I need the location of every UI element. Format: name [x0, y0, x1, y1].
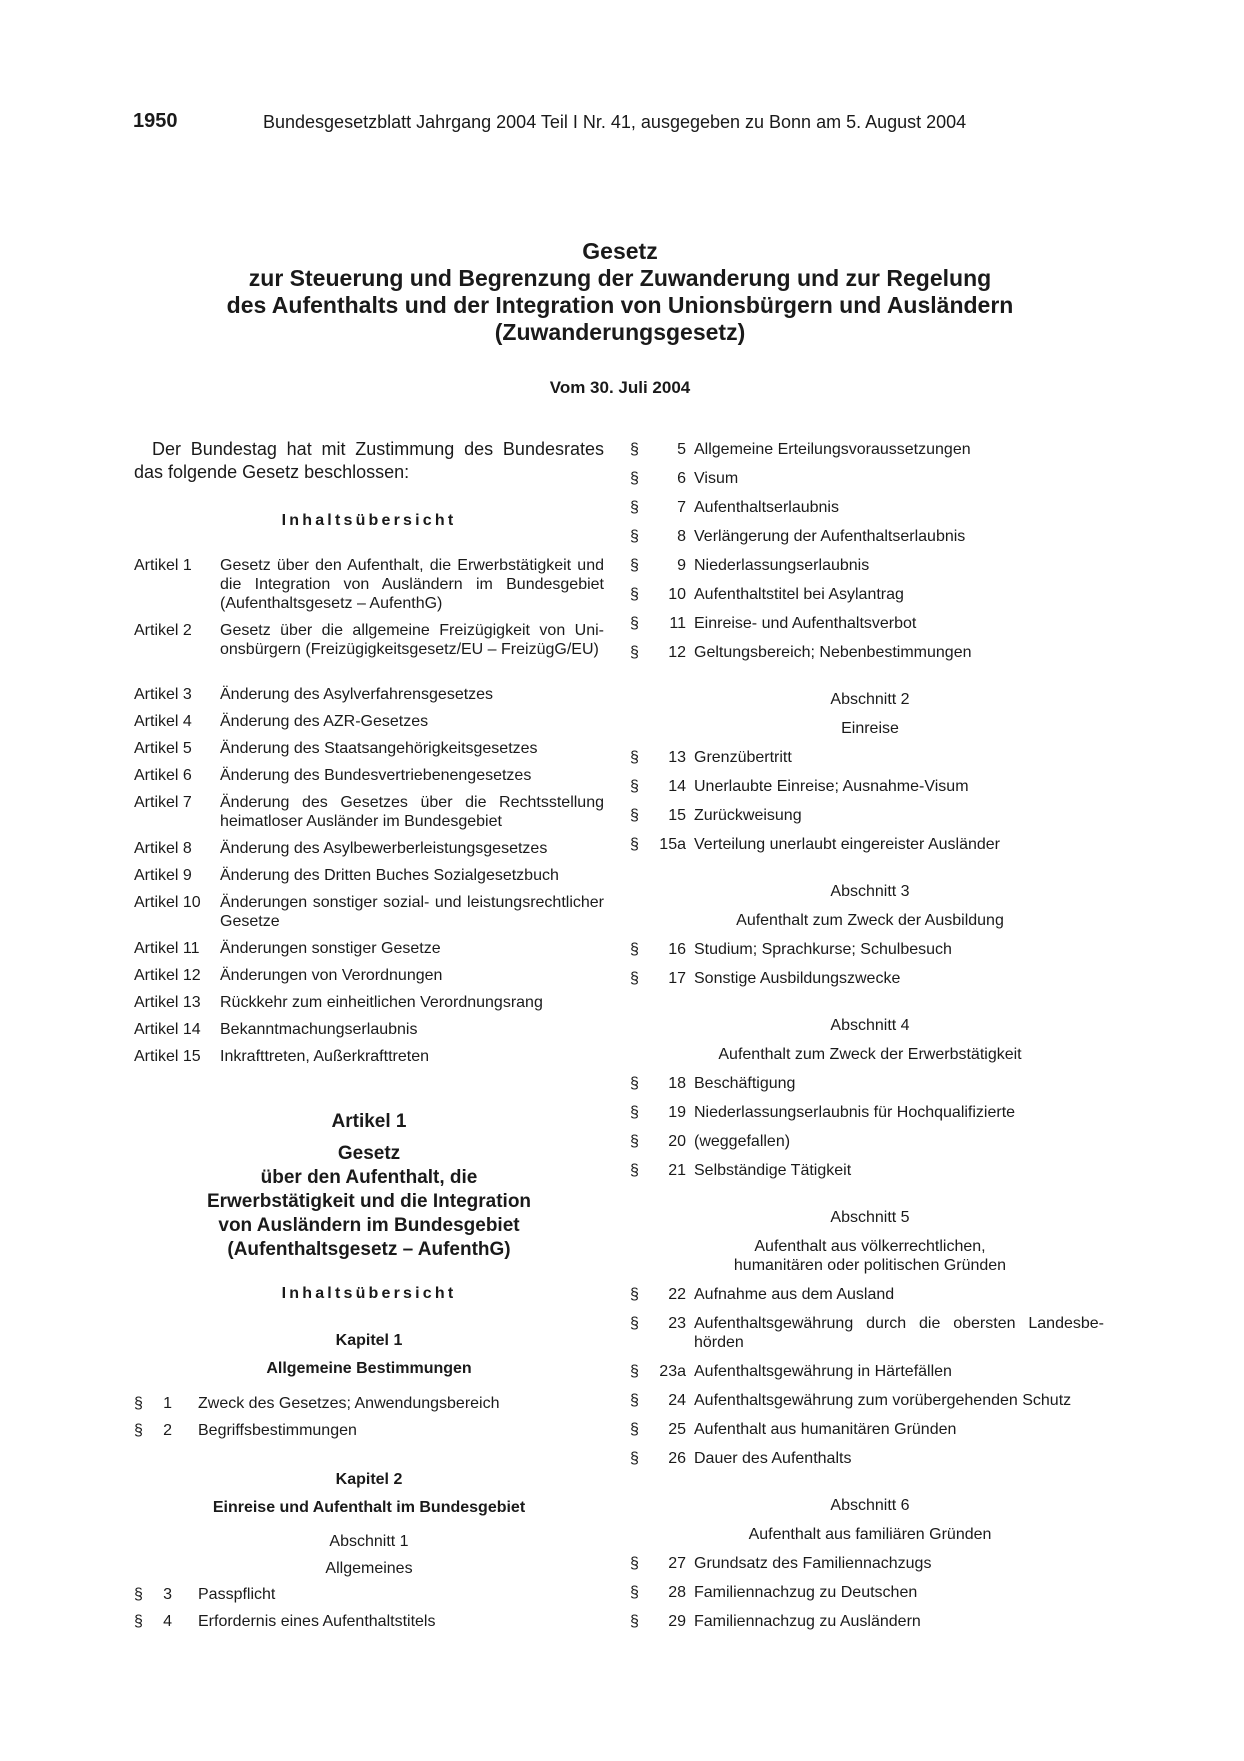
article-title: Änderungen sonstiger Gesetze [220, 940, 441, 957]
toc-section-row [134, 1612, 604, 1632]
section-symbol: § [134, 1422, 143, 1439]
section-symbol: § [630, 615, 639, 632]
abschnitt-2-label: Abschnitt 2 [830, 691, 910, 708]
toc-section-row [630, 777, 1110, 797]
article-title: Änderung des Gesetzes über die Rechtsstellung heimatloser Ausländer im Bundesgebiet [220, 794, 604, 830]
section-symbol: § [134, 1586, 143, 1603]
toc-section-row [630, 1362, 1110, 1382]
section-symbol: § [630, 1104, 639, 1121]
abschnitt-5-title-line-2: humanitären oder politischen Gründen [733, 1257, 1007, 1274]
toc-article-row [134, 939, 604, 959]
preamble: Der Bundestag hat mit Zustimmung des Bundesrates das folgende Gesetz beschlossen: [134, 439, 604, 482]
article-label: Artikel 3 [134, 686, 192, 703]
section-number: 21 [668, 1162, 686, 1179]
section-title: Zurückweisung [694, 807, 802, 824]
toc-section-row [630, 1074, 1110, 1094]
article-title: Bekanntmachungserlaubnis [220, 1021, 418, 1038]
law-title-line-3: des Aufenthalts und der Integration von Unionsbürgern und Ausländern [226, 292, 1014, 318]
toc-article-row [134, 993, 604, 1013]
section-symbol: § [630, 1555, 639, 1572]
article-label: Artikel 5 [134, 740, 192, 757]
article-title: Inkrafttreten, Außerkrafttreten [220, 1048, 429, 1065]
kapitel-1-title: Allgemeine Bestimmungen [266, 1360, 472, 1377]
toc-article-row [134, 685, 604, 705]
article-label: Artikel 13 [134, 994, 201, 1011]
section-title: Einreise- und Aufenthaltsverbot [694, 615, 917, 632]
toc-section-row [630, 1391, 1110, 1411]
article-label: Artikel 9 [134, 867, 192, 884]
section-number: 23a [659, 1363, 686, 1380]
toc-section-row [630, 556, 1110, 576]
section-title: Verlängerung der Aufenthaltserlaubnis [694, 528, 966, 545]
section-symbol: § [630, 586, 639, 603]
section-title: Grundsatz des Familiennachzugs [694, 1555, 932, 1572]
abschnitt-1-label: Abschnitt 1 [329, 1533, 409, 1550]
article-title: Änderung des Staatsangehörigkeitsgesetzes [220, 740, 538, 757]
section-title: Sonstige Ausbildungszwecke [694, 970, 901, 987]
toc-section-row [630, 1612, 1110, 1632]
toc-section-row [630, 643, 1110, 663]
article-label: Artikel 6 [134, 767, 192, 784]
section-title: Niederlassungserlaubnis für Hochqualifizierte [694, 1104, 1016, 1121]
toc-heading: Inhaltsübersicht [281, 512, 457, 529]
section-symbol: § [630, 941, 639, 958]
section-number: 15 [668, 807, 686, 824]
article-label: Artikel 8 [134, 840, 192, 857]
section-symbol: § [630, 1363, 639, 1380]
section-title: Aufenthaltsgewährung zum vorübergehenden Schutz [694, 1392, 1072, 1409]
toc-section-row [630, 614, 1110, 634]
section-symbol: § [630, 836, 639, 853]
section-symbol: § [630, 1450, 639, 1467]
section-symbol: § [134, 1613, 143, 1630]
section-number: 11 [669, 615, 686, 632]
section-title: Studium; Sprachkurse; Schulbesuch [694, 941, 952, 958]
section-title: Aufenthaltsgewährung durch die obersten Landesbehörden [694, 1315, 1104, 1351]
section-number: 20 [668, 1133, 686, 1150]
toc-section-row [630, 1314, 1110, 1354]
toc-section-row [630, 498, 1110, 518]
abschnitt-6-label: Abschnitt 6 [830, 1497, 910, 1514]
toc-section-row [630, 1285, 1110, 1305]
section-symbol: § [630, 644, 639, 661]
article1-toc-heading: Inhaltsübersicht [281, 1285, 457, 1302]
section-symbol: § [630, 1315, 639, 1332]
section-title: Aufenthaltstitel bei Asylantrag [694, 586, 904, 603]
section-title: Dauer des Aufenthalts [694, 1450, 852, 1467]
right-column [630, 0, 1110, 1761]
section-symbol: § [630, 778, 639, 795]
law-title-line-2: zur Steuerung und Begrenzung der Zuwanderung und zur Regelung [248, 265, 992, 291]
section-symbol: § [630, 749, 639, 766]
article-title: Gesetz über den Aufenthalt, die Erwerbstätigkeit und die Integration von Ausländern im Bundesgebiet (Aufenthaltsgesetz – AufenthG) [220, 557, 604, 612]
toc-article-row [134, 966, 604, 986]
article-label: Artikel 14 [134, 1021, 201, 1038]
toc-section-row [630, 1554, 1110, 1574]
article1-title-line-3: Erwerbstätigkeit und die Integration [206, 1191, 532, 1212]
section-number: 23 [668, 1315, 686, 1332]
article-title: Änderungen sonstiger sozial- und leistungsrechtlicher Gesetze [220, 894, 604, 930]
toc-section-row [630, 585, 1110, 605]
section-title: Aufenthaltsgewährung in Härtefällen [694, 1363, 952, 1380]
left-column [134, 0, 604, 1761]
toc-section-row [134, 1394, 604, 1414]
article-title: Rückkehr zum einheitlichen Verordnungsrang [220, 994, 543, 1011]
article-label: Artikel 1 [134, 557, 192, 574]
section-number: 24 [668, 1392, 686, 1409]
toc-section-row [630, 1161, 1110, 1181]
toc-section-row [630, 1583, 1110, 1603]
section-number: 19 [668, 1104, 686, 1121]
section-number: 5 [677, 441, 686, 458]
section-title: Verteilung unerlaubt eingereister Ausländer [694, 836, 1000, 853]
section-number: 16 [668, 941, 686, 958]
page-number: 1950 [133, 110, 178, 132]
section-symbol: § [630, 528, 639, 545]
article-title: Gesetz über die allgemeine Freizügigkeit von Unionsbürgern (Freizügigkeitsgesetz/EU – FreizügG/EU) [220, 622, 604, 658]
running-title: Bundesgesetzblatt Jahrgang 2004 Teil I Nr. 41, ausgegeben zu Bonn am 5. August 2004 [263, 112, 967, 132]
toc-article-row [134, 712, 604, 732]
section-title: Allgemeine Erteilungsvoraussetzungen [694, 441, 971, 458]
toc-section-row [630, 835, 1110, 855]
section-title: Grenzübertritt [694, 749, 792, 766]
abschnitt-2-title: Einreise [841, 720, 899, 737]
section-number: 7 [677, 499, 686, 516]
law-title-line-4: (Zuwanderungsgesetz) [494, 319, 746, 345]
section-number: 26 [668, 1450, 686, 1467]
section-title: (weggefallen) [694, 1133, 791, 1150]
article1-title-line-5: (Aufenthaltsgesetz – AufenthG) [227, 1239, 511, 1260]
section-title: Familiennachzug zu Ausländern [694, 1613, 921, 1630]
article-label: Artikel 11 [134, 940, 200, 957]
article-title: Änderung des Asylverfahrensgesetzes [220, 686, 494, 703]
section-number: 25 [668, 1421, 686, 1438]
toc-article-row [134, 766, 604, 786]
toc-article-row [134, 866, 604, 886]
section-number: 29 [668, 1613, 686, 1630]
section-number: 15a [659, 836, 686, 853]
section-symbol: § [630, 1075, 639, 1092]
section-title: Aufenthaltserlaubnis [694, 499, 839, 516]
toc-section-row [630, 1449, 1110, 1469]
toc-section-row [630, 806, 1110, 826]
article-title: Änderung des Dritten Buches Sozialgesetzbuch [220, 867, 559, 884]
toc-article-row [134, 793, 604, 833]
toc-section-row [630, 469, 1110, 489]
section-title: Familiennachzug zu Deutschen [694, 1584, 918, 1601]
section-symbol: § [630, 1286, 639, 1303]
article-label: Artikel 2 [134, 622, 192, 639]
article-label: Artikel 4 [134, 713, 192, 730]
law-title-line-1: Gesetz [582, 238, 658, 264]
toc-section-row [630, 748, 1110, 768]
section-title: Erfordernis eines Aufenthaltstitels [198, 1613, 436, 1630]
section-number: 12 [668, 644, 686, 661]
section-number: 17 [668, 970, 686, 987]
toc-article-row [134, 739, 604, 759]
section-number: 4 [163, 1613, 172, 1630]
article-label: Artikel 12 [134, 967, 201, 984]
section-title: Passpflicht [198, 1586, 276, 1603]
abschnitt-5-label: Abschnitt 5 [830, 1209, 910, 1226]
section-number: 18 [668, 1075, 686, 1092]
abschnitt-3-title: Aufenthalt zum Zweck der Ausbildung [736, 912, 1004, 929]
article1-title-line-2: über den Aufenthalt, die [260, 1167, 478, 1188]
section-number: 22 [668, 1286, 686, 1303]
section-number: 28 [668, 1584, 686, 1601]
section-number: 10 [668, 586, 686, 603]
article-title: Änderungen von Verordnungen [220, 967, 443, 984]
toc-section-row [630, 969, 1110, 989]
article-label: Artikel 7 [134, 794, 192, 811]
law-date: Vom 30. Juli 2004 [549, 378, 691, 397]
toc-section-row [630, 440, 1110, 460]
section-title: Unerlaubte Einreise; Ausnahme-Visum [694, 778, 969, 795]
section-number: 3 [163, 1586, 172, 1603]
section-number: 6 [677, 470, 686, 487]
toc-section-row [134, 1585, 604, 1605]
abschnitt-6-title: Aufenthalt aus familiären Gründen [748, 1526, 992, 1543]
section-title: Niederlassungserlaubnis [694, 557, 870, 574]
abschnitt-3-label: Abschnitt 3 [830, 883, 910, 900]
kapitel-2-label: Kapitel 2 [335, 1471, 403, 1488]
article-label: Artikel 10 [134, 894, 201, 911]
section-number: 9 [677, 557, 686, 574]
section-symbol: § [630, 1392, 639, 1409]
section-symbol: § [630, 557, 639, 574]
section-symbol: § [134, 1395, 143, 1412]
section-number: 8 [677, 528, 686, 545]
toc-article-row [134, 556, 604, 616]
toc-section-row [630, 1132, 1110, 1152]
abschnitt-4-title: Aufenthalt zum Zweck der Erwerbstätigkeit [718, 1046, 1022, 1063]
article1-title-line-4: von Ausländern im Bundesgebiet [218, 1215, 520, 1236]
toc-article-row [134, 1020, 604, 1040]
section-title: Beschäftigung [694, 1075, 796, 1092]
article-title: Änderung des Asylbewerberleistungsgesetzes [220, 840, 548, 857]
article1-title-line-1: Gesetz [337, 1143, 401, 1164]
article-title: Änderung des Bundesvertriebenengesetzes [220, 767, 532, 784]
section-symbol: § [630, 1133, 639, 1150]
toc-article-row [134, 839, 604, 859]
toc-article-row [134, 1047, 604, 1067]
abschnitt-1-title: Allgemeines [325, 1560, 413, 1577]
section-number: 1 [163, 1395, 172, 1412]
kapitel-2-title: Einreise und Aufenthalt im Bundesgebiet [212, 1499, 526, 1516]
section-symbol: § [630, 1421, 639, 1438]
section-title: Aufenthalt aus humanitären Gründen [694, 1421, 957, 1438]
article-label: Artikel 15 [134, 1048, 201, 1065]
section-symbol: § [630, 470, 639, 487]
section-title: Geltungsbereich; Nebenbestimmungen [694, 644, 972, 661]
section-number: 14 [668, 778, 686, 795]
toc-article-row [134, 893, 604, 933]
section-symbol: § [630, 1162, 639, 1179]
section-title: Visum [694, 470, 739, 487]
section-symbol: § [630, 970, 639, 987]
article1-label: Artikel 1 [331, 1111, 407, 1132]
abschnitt-5-title-line-1: Aufenthalt aus völkerrechtlichen, [754, 1238, 986, 1255]
toc-section-row [630, 527, 1110, 547]
abschnitt-4-label: Abschnitt 4 [830, 1017, 910, 1034]
section-title: Selbständige Tätigkeit [694, 1162, 852, 1179]
section-title: Zweck des Gesetzes; Anwendungsbereich [198, 1395, 500, 1412]
section-symbol: § [630, 1613, 639, 1630]
toc-section-row [134, 1421, 604, 1441]
section-number: 2 [163, 1422, 172, 1439]
section-symbol: § [630, 807, 639, 824]
section-number: 27 [668, 1555, 686, 1572]
section-number: 13 [668, 749, 686, 766]
toc-section-row [630, 1103, 1110, 1123]
section-symbol: § [630, 1584, 639, 1601]
section-symbol: § [630, 499, 639, 516]
section-symbol: § [630, 441, 639, 458]
section-title: Begriffsbestimmungen [198, 1422, 357, 1439]
toc-section-row [630, 940, 1110, 960]
toc-section-row [630, 1420, 1110, 1440]
article-title: Änderung des AZR-Gesetzes [220, 713, 429, 730]
kapitel-1-label: Kapitel 1 [335, 1332, 403, 1349]
section-title: Aufnahme aus dem Ausland [694, 1286, 895, 1303]
toc-article-row [134, 621, 604, 681]
